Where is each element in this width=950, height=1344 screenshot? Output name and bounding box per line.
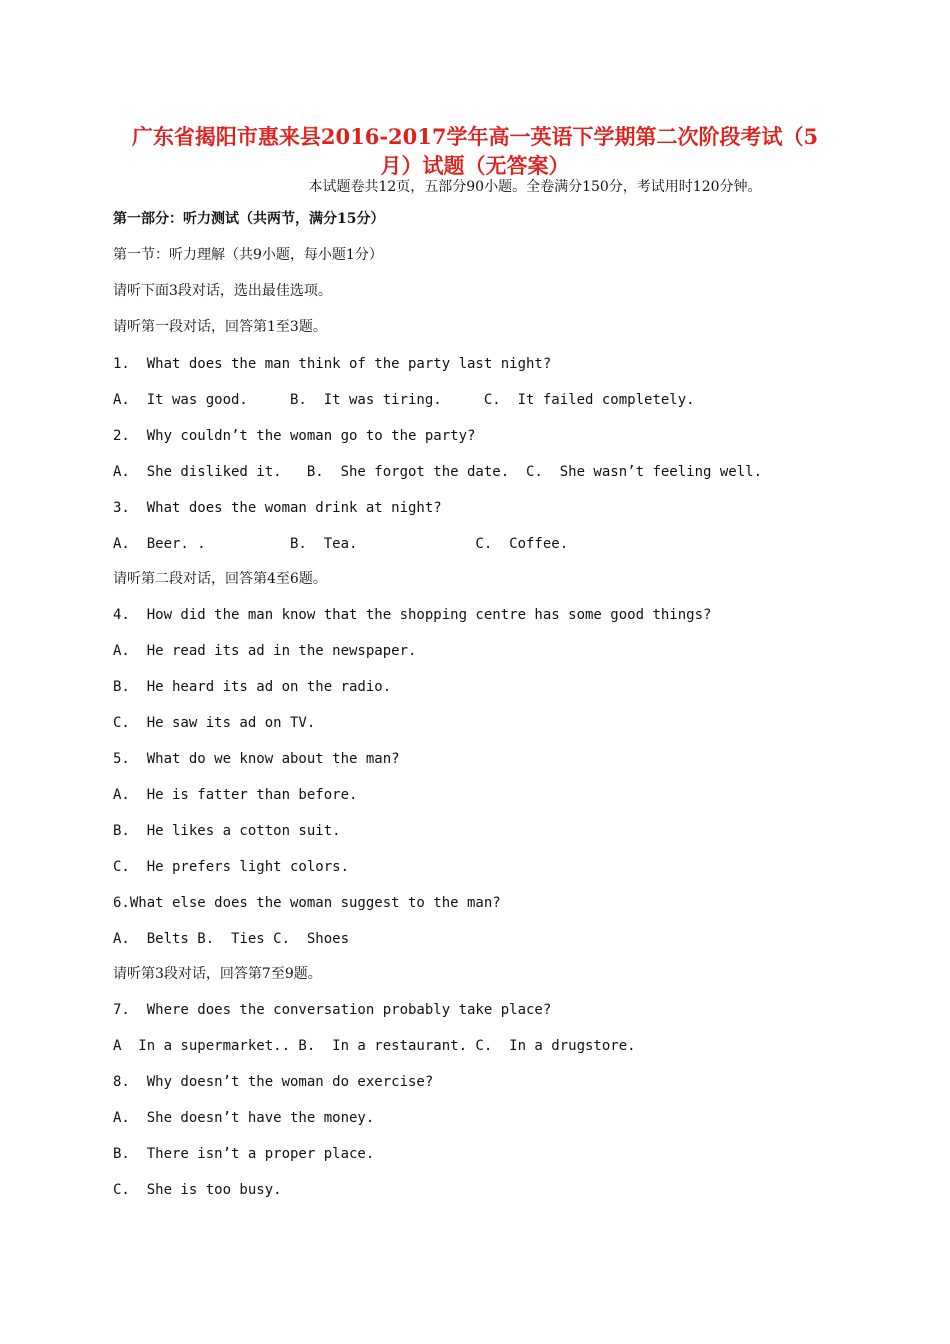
question: 8. Why doesn’t the woman do exercise? [113,1074,434,1090]
section-heading: 第一部分：听力测试（共两节，满分15分） [113,211,385,227]
dialogue-instruction: 请听第一段对话，回答第1至3题。 [113,319,327,335]
exam-info: 本试题卷共12页，五部分90小题。全卷满分150分，考试用时120分钟。 [308,179,762,195]
question: 6.What else does the woman suggest to the man? [113,895,501,911]
dialogue-instruction: 请听第3段对话，回答第7至9题。 [113,966,322,982]
answer-option: B. There isn’t a proper place. [113,1146,375,1162]
question: 5. What do we know about the man? [113,751,400,767]
answer-option: C. He saw its ad on TV. [113,715,316,731]
answer-option: C. He prefers light colors. [113,859,350,875]
answer-option: A. She doesn’t have the money. [113,1110,375,1126]
answer-option: B. He heard its ad on the radio. [113,679,392,695]
answer-options: A. It was good. B. It was tiring. C. It failed completely. [113,392,695,408]
question: 7. Where does the conversation probably take place? [113,1002,552,1018]
answer-option: B. He likes a cotton suit. [113,823,341,839]
answer-options: A. Belts B. Ties C. Shoes [113,931,350,947]
question: 2. Why couldn’t the woman go to the party? [113,428,476,444]
answer-options: A. She disliked it. B. She forgot the date. C. She wasn’t feeling well. [113,464,763,480]
answer-option: C. She is too busy. [113,1182,282,1198]
question: 4. How did the man know that the shopping centre has some good things? [113,607,712,623]
instruction: 请听下面3段对话，选出最佳选项。 [113,283,332,299]
question: 1. What does the man think of the party last night? [113,356,552,372]
title-line-1: 广东省揭阳市惠来县2016-2017学年高一英语下学期第二次阶段考试（5 [131,124,819,149]
subsection-heading: 第一节：听力理解（共9小题，每小题1分） [113,247,383,263]
answer-option: A. He read its ad in the newspaper. [113,643,417,659]
title-line-2: 月）试题（无答案） [380,153,570,178]
answer-option: A. He is fatter than before. [113,787,358,803]
document-title [100,122,850,180]
dialogue-instruction: 请听第二段对话，回答第4至6题。 [113,571,327,587]
answer-options: A. Beer. . B. Tea. C. Coffee. [113,536,569,552]
answer-options: A In a supermarket.. B. In a restaurant. C. In a drugstore. [113,1038,636,1054]
question: 3. What does the woman drink at night? [113,500,442,516]
